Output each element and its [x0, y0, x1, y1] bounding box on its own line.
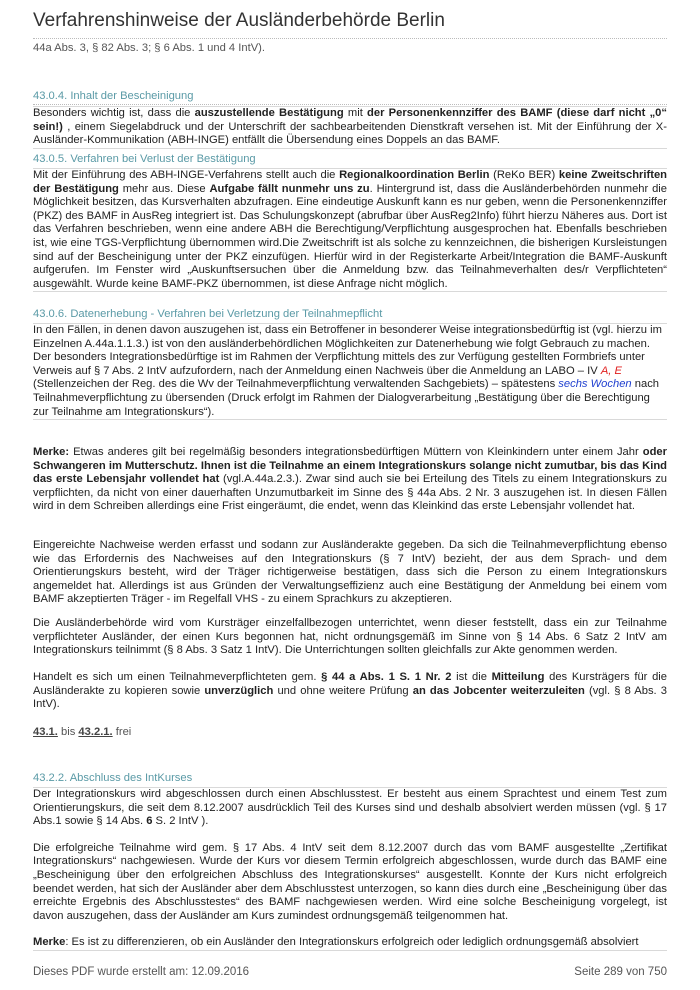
link-43-2-1[interactable]: 43.2.1.	[78, 726, 113, 738]
text: S. 2 IntV ).	[152, 815, 209, 828]
section-heading-43-0-4: 43.0.4. Inhalt der Bescheinigung	[33, 89, 667, 105]
text: Besonders wichtig ist, dass die	[33, 107, 195, 119]
paragraph	[33, 788, 667, 829]
bold-text: Aufgabe fällt nunmehr uns zu	[209, 182, 370, 195]
merke-paragraph	[33, 446, 667, 514]
section-box-43-0-6	[33, 323, 667, 420]
merke-label: Merke:	[33, 446, 70, 458]
nachweise-paragraph: Eingereichte Nachweise werden erfasst und sodann zur Ausländerakte gegeben. Da sich die Teilnahmeverpflichtung ebenso wie das Erfordernis des Nachweises auf den Integrationskurs (§ 7 IntV) bezieht, der aus dem Sprach- und dem Orientierungskurs besteht, wird der Träger richtigerweise bestätigen, dass sich die Person zu einem Integrationskurs angemeldet hat. Allerdings ist aus Gründen der Verwaltungseffizienz auch eine Bestätigung der Anmeldung bei einem vom BAMF akzeptierten Träger - im Regelfall VHS - zu einem Sprachkurs zu akzeptieren.	[33, 539, 667, 606]
text: bis	[57, 726, 79, 738]
text: Der Integrationskurs wird abgeschlossen durch einen Abschlusstest. Er besteht aus einem Sprachtest und einem Test zum Orientierungskurs, die seit dem 8.12.2007 ausdrücklich Teil des Kurses sind und deshalb absolviert werden müssen (vgl. § 17 Abs.1 sowie § 14 Abs.	[33, 788, 667, 828]
text: und ohne weitere Prüfung	[273, 684, 413, 697]
footer-created-date: Dieses PDF wurde erstellt am: 12.09.2016	[33, 966, 250, 978]
text: (vgl.A.44a.2.3.). Zwar sind auch sie bei Erteilung des Titels zu einem Integrationskurs zu verpflichten, da nicht von einer dauerhaften Unzumutbarkeit im Sinne des § 44a Abs. 2 Nr. 3 auszugehen ist. In diesen Fällen wird in dem Schreiben allerdings eine Frist eingeräumt, die endet, wenn das Kleinkind das erste Lebensjahr vollendet hat.	[33, 473, 668, 513]
text: : Es ist zu differenzieren, ob ein Ausländer den Integrationskurs erfolgreich oder lediglich ordnungsgemäß absolviert	[65, 936, 639, 949]
text: Handelt es sich um einen Teilnahmeverpflichteten gem.	[33, 671, 322, 683]
bold-text: der Personenkennziffer des BAMF (diese darf nicht „0“ sein!)	[33, 107, 667, 133]
text: frei	[112, 726, 132, 738]
section-box-43-0-5	[33, 168, 667, 292]
section-box-43-2-2	[33, 787, 667, 951]
bold-text: Regionalkoordination Berlin	[339, 169, 490, 181]
text: nach Teilnahmeverpflichtung zu übersenden (Druck erfolgt im Rahmen der Dialogverarbeitung „Bestätigung über die Berechtigung zur Teilnahme am Integrationskurs“).	[33, 378, 660, 418]
bold-text: 6	[146, 815, 153, 828]
paragraph	[33, 351, 667, 419]
text: . Hintergrund ist, dass die Ausländerbehörden nunmehr die Möglichkeit besitzen, das Kursverhalten abzufragen. Eine eindeutige Auskunft kann es nur geben, wenn die Personenkennziffer (PKZ) des BAMF in AusReg integriert ist. Das Schulungskonzept (abrufbar über AusReg2Info) führt hierzu Näheres aus. Dort ist das Verfahren beschrieben, wenn eine andere ABH die Berechtigung/Verpflichtung ausgesprochen hat. Ebenfalls beschrieben ist, wie eine TGS-Verpflichtung übernommen wird.Die Zweitschrift ist als solche zu kennzeichnen, die bisherigen Kursleistungen sind auf der Bescheinigung unter der PKZ einzufügen. Hierfür wird in der Registerkarte Arbeit/Integration die BAMF-Auskunft aufgerufen. Im Fenster wird „Auskunftsersuchen über die Anmeldung bzw. das Teilnahmeverhalten des/r Verpflichteten“ ausgewählt. Wurde keine BAMF-PKZ übernommen, ist diese Anfrage nicht möglich.	[33, 182, 667, 290]
deadline-highlight: sechs Wochen	[558, 378, 632, 391]
section-heading-43-0-5: 43.0.5. Verfahren bei Verlust der Bestätigung	[33, 153, 256, 165]
bold-text: an das Jobcenter weiterzuleiten	[412, 684, 585, 697]
merke-label: Merke	[33, 936, 66, 949]
intro-text: 44a Abs. 3, § 82 Abs. 3; § 6 Abs. 1 und 4 IntV).	[33, 42, 265, 54]
text: mehr aus. Diese	[118, 182, 210, 195]
text: , einem Siegelabdruck und der Unterschrift der sachbearbeitenden Dienstkraft versehen ist. Mit der Einführung der X-Ausländer-Kommunikation (ABH-INGE) entfällt die Übersendung eines Doppels an das BAMF.	[33, 120, 667, 147]
section-box-43-0-4	[33, 106, 667, 149]
page-title: Verfahrenshinweise der Ausländerbehörde Berlin	[33, 10, 667, 39]
text: Der besonders Integrationsbedürftige ist im Rahmen der Verpflichtung mittels des zur Verfügung gestellten Formbriefs unter Verweis auf § 7 Abs. 2 IntV aufzufordern, nach der Anmeldung einen Nachweis über die Anmeldung an LABO – IV	[33, 351, 645, 377]
bold-text: unverzüglich	[204, 684, 274, 697]
bold-text: Mitteilung	[491, 671, 545, 683]
link-43-1[interactable]: 43.1.	[33, 726, 58, 738]
text: Mit der Einführung des ABH-INGE-Verfahrens stellt auch die	[33, 169, 340, 181]
text: mit	[343, 107, 368, 119]
text: ist die	[451, 671, 492, 683]
paragraph: Die erfolgreiche Teilnahme wird gem. § 17 Abs. 4 IntV seit dem 8.12.2007 durch das vom BAMF ausgestellte „Zertifikat Integrationskurs“ nachgewiesen. Wurde der Kurs vor diesem Termin erfolgreich abgeschlossen, wurde durch das BAMF eine „Bescheinigung über den erfolgreichen Abschluss des Integrationskurses“ ausgestellt. Konnte der Kurs nicht erfolgreich beendet werden, hat sich der Ausländer aber dem Abschlusstest unterzogen, so kann dies durch eine „Bescheinigung über das erreichte Ergebnis des Abschlusstestes“ des BAMF nachgewiesen werden. Wird eine solche Bescheinigung vorgelegt, ist davon auszugehen, dass der Ausländer am Kurs zumindest ordnungsgemäß teilgenommen hat.	[33, 841, 667, 922]
bold-text: keine Zweitschriften der Bestätigung	[33, 169, 668, 195]
text: des Kursträgers für die Ausländerakte zu kopieren sowie	[33, 671, 667, 697]
text: Etwas anderes gilt bei regelmäßig besonders integrationsbedürftigen Müttern von Kleinkindern unter einem Jahr	[69, 446, 643, 458]
paragraph: In den Fällen, in denen davon auszugehen ist, dass ein Betroffener in besonderer Weise integrationsbedürftig ist (vgl. hierzu im Einzelnen A.44a.1.1.3.) ist von den ausländerbehördlichen Möglichkeiten zur Datenerhebung wie folgt Gebrauch zu machen.	[33, 324, 662, 350]
bold-text: auszustellende Bestätigung	[194, 107, 344, 119]
bold-text: oder Schwangeren im Mutterschutz. Ihnen ist die Teilnahme an einem Integrationskurs solange nicht zumutbar, bis das Kind das erste Lebensjahr vollendet hat	[33, 446, 667, 486]
merke-line	[33, 936, 667, 950]
stellenzeichen-highlight: A, E	[600, 364, 622, 377]
mitteilung-paragraph	[33, 671, 667, 712]
text: (ReKo BER)	[489, 169, 559, 181]
bold-text: § 44 a Abs. 1 S. 1 Nr. 2	[321, 671, 452, 683]
footer-page-number: Seite 289 von 750	[574, 966, 667, 978]
text: (Stellenzeichen der Reg. des die Wv der Teilnahmeverpflichtung verwaltenden Sachgebiets) – spätestens	[33, 378, 559, 391]
kurstraeger-paragraph: Die Ausländerbehörde wird vom Kursträger einzelfallbezogen unterrichtet, wenn dieser feststellt, dass ein zur Teilnahme verpflichteter Ausländer, der einen Kurs begonnen hat, nicht ordnungsgemäß im Sinne von § 14 Abs. 6 Satz 2 IntV am Integrationskurs teilnimmt (§ 8 Abs. 3 Satz 1 IntV). Die Unterrichtungen sollten gleichfalls zur Akte genommen werden.	[33, 617, 667, 657]
section-heading-43-0-6: 43.0.6. Datenerhebung - Verfahren bei Verletzung der Teilnahmepflicht	[33, 308, 383, 320]
frei-line	[33, 726, 667, 740]
text: (vgl. § 8 Abs. 3 IntV).	[33, 684, 668, 711]
section-heading-43-2-2: 43.2.2. Abschluss des IntKurses	[33, 772, 193, 784]
